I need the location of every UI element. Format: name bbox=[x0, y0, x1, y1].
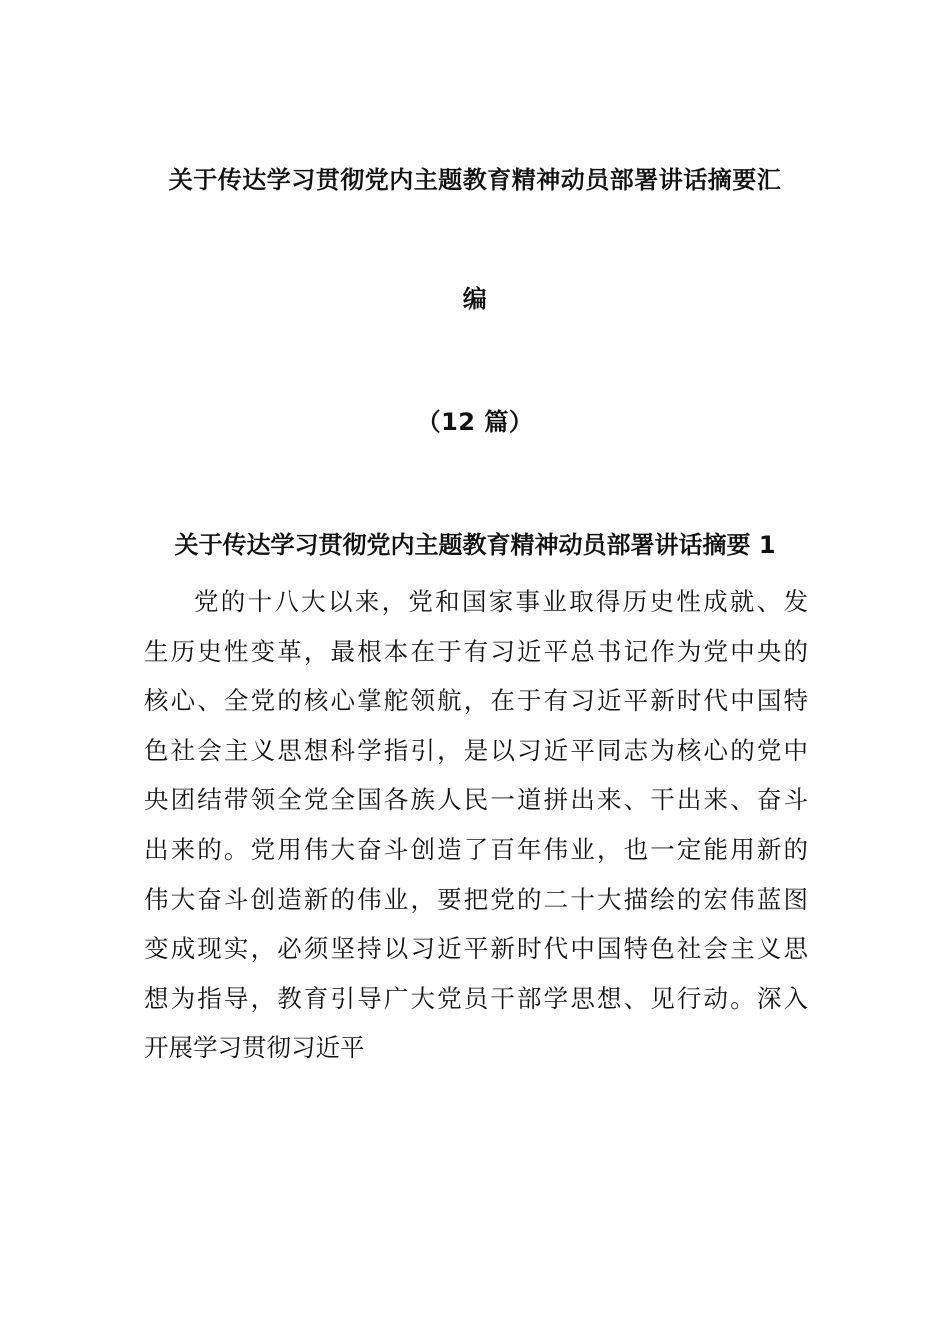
body-line: 核心、全党的核心掌舵领航，在于有习近平新时代中国特 bbox=[144, 686, 808, 716]
body-line: 生历史性变革，最根本在于有习近平总书记作为党中央的 bbox=[144, 636, 808, 666]
body-line: 想为指导，教育引导广大党员干部学思想、见行动。深入 bbox=[144, 983, 808, 1013]
body-line: 央团结带领全党全国各族人民一道拼出来、干出来、奋斗 bbox=[144, 785, 808, 815]
document-title-line-1: 关于传达学习贯彻党内主题教育精神动员部署讲话摘要汇 bbox=[168, 166, 782, 194]
body-line: 色社会主义思想科学指引，是以习近平同志为核心的党中 bbox=[144, 735, 808, 765]
body-line: 党的十八大以来，党和国家事业取得历史性成就、发 bbox=[194, 587, 808, 616]
document-count: （12 篇） bbox=[416, 408, 534, 436]
body-line: 出来的。党用伟大奋斗创造了百年伟业，也一定能用新的 bbox=[144, 834, 808, 864]
section-heading: 关于传达学习贯彻党内主题教育精神动员部署讲话摘要 1 bbox=[174, 531, 776, 559]
document-title-line-2: 编 bbox=[462, 285, 488, 313]
body-line: 开展学习贯彻习近平 bbox=[144, 1033, 365, 1063]
body-paragraph bbox=[144, 577, 808, 1073]
body-line: 伟大奋斗创造新的伟业，要把党的二十大描绘的宏伟蓝图 bbox=[144, 884, 808, 914]
body-line: 变成现实，必须坚持以习近平新时代中国特色社会主义思 bbox=[144, 934, 808, 964]
